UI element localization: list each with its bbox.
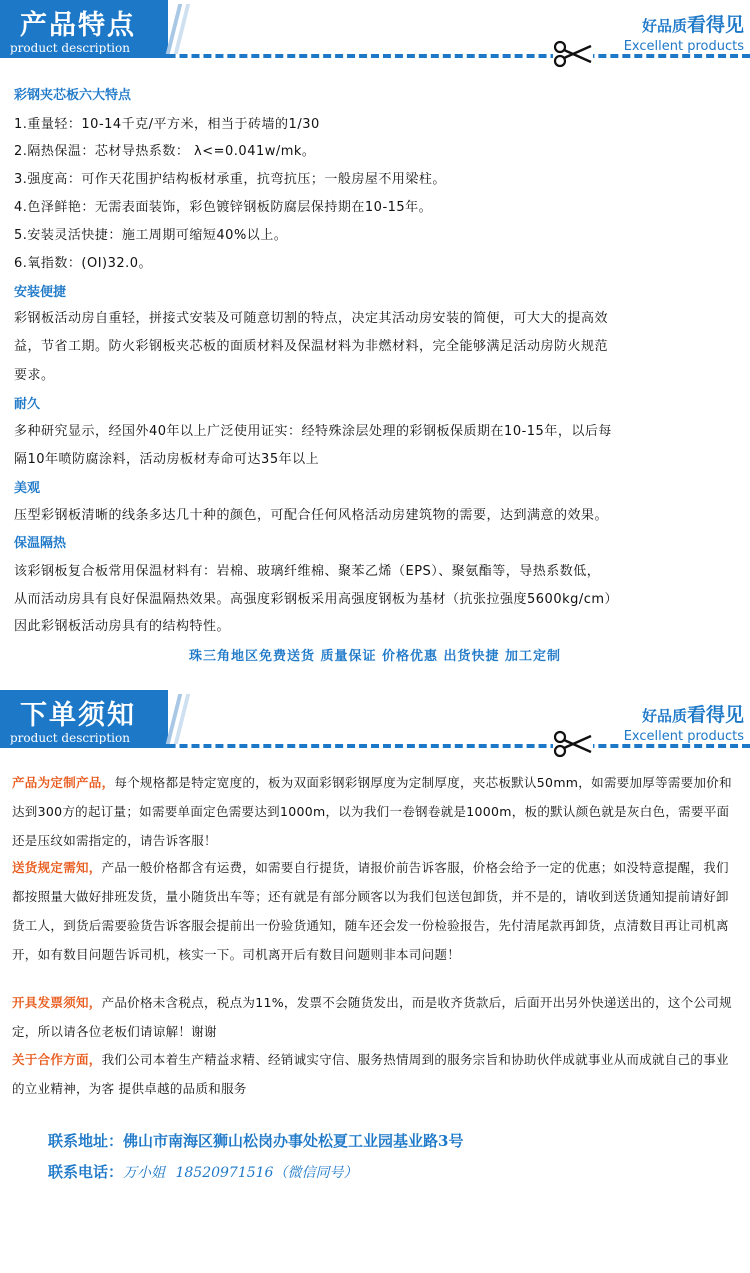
beauty-line: 压型彩钢板清晰的线条多达几十种的颜色，可配合任何风格活动房建筑物的需要，达到满意的效果。 bbox=[14, 508, 609, 523]
notice-text: 产品一般价格都含有运费，如需要自行提货，请报价前告诉客服，价格会给予一定的优惠；如没特意提醒，我们都按照量大做好排班发货，量小随货出车等；还有就是有部分顾客以为我们包送包卸货，并不是的，请收到送货通知提前请好卸货工人，到货后需要验货告诉客服会提前出一份验货通知，随车还会发一份检验报告，先付清尾款再卸货，点清数目再让司机离开，如有数目问题告诉司机，核实一下。司机离开后有数目问题则非本司问题！ bbox=[12, 860, 729, 962]
insulation-heading: 保温隔热 bbox=[14, 536, 67, 551]
beauty-heading: 美观 bbox=[14, 481, 41, 496]
install-line: 益，节省工期。防火彩钢板夹芯板的面质材料及保温材料为非燃材料，完全能够满足活动房防火规范 bbox=[14, 339, 609, 354]
notice-label: 开具发票须知， bbox=[12, 995, 102, 1010]
notice-text: 产品价格未含税点，税点为11%，发票不会随货发出，而是收齐货款后，后面开出另外快递送出的，这个公司规定，所以请各位老板们请谅解！谢谢 bbox=[12, 995, 732, 1039]
notice-text: 每个规格都是特定宽度的，板为双面彩钢彩钢厚度为定制厚度，夹芯板默认50mm，如需要加厚等需要加价和达到300方的起订量；如需要单面定色需要达到1000m，以为我们一卷钢卷就是1000m，板的默认颜色就是灰白色，需要平面还是压纹如需指定的，请告诉客服！ bbox=[12, 775, 732, 848]
notice-cooperation bbox=[12, 1045, 740, 1103]
contact-address bbox=[48, 1130, 463, 1151]
dashed-divider bbox=[0, 744, 750, 748]
brand-prefix: 好品质 bbox=[641, 17, 687, 35]
brand-english: Excellent products bbox=[623, 729, 744, 744]
notice-custom-product bbox=[12, 768, 740, 855]
address-value: 佛山市南海区狮山松岗办事处松夏工业园基业路3号 bbox=[123, 1132, 464, 1150]
insulation-line: 因此彩钢板活动房具有的结构特性。 bbox=[14, 619, 231, 634]
contact-phone bbox=[48, 1161, 357, 1182]
section-subtitle: product description bbox=[10, 731, 130, 745]
section-header-order-notice bbox=[0, 690, 750, 760]
insulation-line: 该彩钢板复合板常用保温材料有：岩棉、玻璃纤维棉、聚苯乙烯（EPS）、聚氨酯等，导热系数低， bbox=[14, 564, 601, 579]
section-title: 产品特点 bbox=[20, 10, 136, 41]
insulation-line: 从而活动房具有良好保温隔热效果。高强度彩钢板采用高强度钢板为基材（抗张拉强度5600kg/cm） bbox=[14, 592, 619, 607]
durable-line: 隔10年喷防腐涂料，活动房板材寿命可达35年以上 bbox=[14, 452, 320, 467]
install-line: 彩钢板活动房自重轻，拼接式安装及可随意切割的特点，决定其活动房安装的简便，可大大的提高效 bbox=[14, 311, 609, 326]
address-label: 联系地址： bbox=[48, 1132, 124, 1150]
durable-heading: 耐久 bbox=[14, 397, 41, 412]
notice-invoice bbox=[12, 988, 740, 1046]
banner bbox=[0, 690, 168, 748]
brand-main: 看得见 bbox=[686, 704, 744, 726]
feature-item: 5.安装灵活快捷：施工周期可缩短40%以上。 bbox=[14, 228, 288, 243]
brand-main: 看得见 bbox=[686, 14, 744, 36]
notice-label: 产品为定制产品， bbox=[12, 775, 115, 790]
brand-english: Excellent products bbox=[623, 39, 744, 54]
feature-item: 6.氧指数：(OI)32.0。 bbox=[14, 256, 153, 271]
features-heading: 彩钢夹芯板六大特点 bbox=[14, 88, 132, 103]
phone-number: 18520971516（微信同号） bbox=[175, 1165, 358, 1181]
feature-item: 1.重量轻：10-14千克/平方米，相当于砖墙的1/30 bbox=[14, 117, 320, 132]
phone-name: 万小姐 bbox=[123, 1165, 166, 1181]
install-line: 要求。 bbox=[14, 368, 55, 383]
notice-text: 我们公司本着生产精益求精、经销诚实守信、服务热情周到的服务宗旨和协助伙伴成就事业从而成就自己的事业的立业精神，为客 提供卓越的品质和服务 bbox=[12, 1052, 729, 1096]
brand-prefix: 好品质 bbox=[641, 707, 687, 725]
banner bbox=[0, 0, 168, 58]
feature-item: 4.色泽鲜艳：无需表面装饰，彩色镀锌钢板防腐层保持期在10-15年。 bbox=[14, 200, 433, 215]
brand-tagline bbox=[624, 700, 744, 744]
durable-line: 多种研究显示，经国外40年以上广泛使用证实：经特殊涂层处理的彩钢板保质期在10-15年，以后每 bbox=[14, 424, 612, 439]
notice-delivery bbox=[12, 853, 740, 969]
dashed-divider bbox=[0, 54, 750, 58]
phone-label: 联系电话： bbox=[48, 1163, 124, 1181]
section-title: 下单须知 bbox=[20, 700, 136, 731]
scissors-icon bbox=[553, 36, 593, 72]
scissors-icon bbox=[553, 726, 593, 762]
install-heading: 安装便捷 bbox=[14, 285, 67, 300]
notice-label: 送货规定需知， bbox=[12, 860, 102, 875]
notice-label: 关于合作方面， bbox=[12, 1052, 102, 1067]
feature-item: 2.隔热保温：芯材导热系数： λ<=0.041w/mk。 bbox=[14, 144, 316, 159]
service-slogan: 珠三角地区免费送货 质量保证 价格优惠 出货快捷 加工定制 bbox=[188, 649, 562, 664]
feature-item: 3.强度高：可作天花围护结构板材承重，抗弯抗压；一般房屋不用梁柱。 bbox=[14, 172, 446, 187]
section-header-features bbox=[0, 0, 750, 70]
brand-tagline bbox=[624, 10, 744, 54]
section-subtitle: product description bbox=[10, 41, 130, 55]
